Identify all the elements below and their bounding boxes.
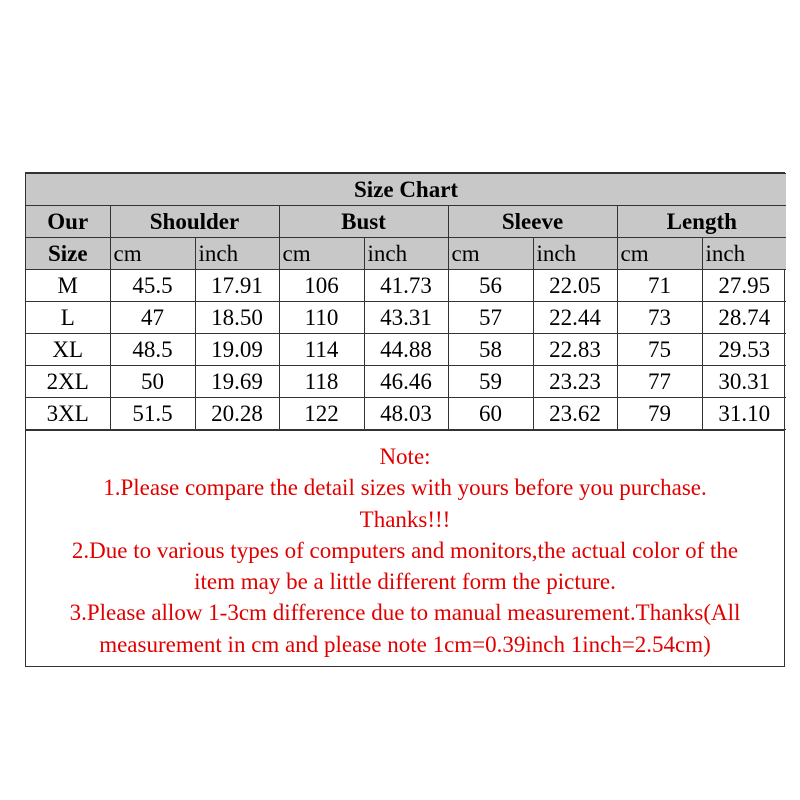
note-line: 2.Due to various types of computers and monitors,the actual color of the xyxy=(71,537,739,563)
note-line: Thanks!!! xyxy=(359,506,451,532)
size-table xyxy=(26,173,786,430)
bust-header: Bust xyxy=(279,206,448,238)
bust-cm-cell: 118 xyxy=(279,366,364,398)
sleeve-cm-cell: 59 xyxy=(448,366,533,398)
sleeve-inch-cell: 22.44 xyxy=(533,302,617,334)
length-inch-cell: 27.95 xyxy=(702,270,786,302)
shoulder-inch-cell: 19.69 xyxy=(195,366,279,398)
sleeve-inch-cell: 23.23 xyxy=(533,366,617,398)
length-cm-cell: 75 xyxy=(617,334,702,366)
shoulder-cm-cell: 50 xyxy=(110,366,195,398)
bust-cm-unit: cm xyxy=(279,238,364,270)
note-line: item may be a little different form the picture. xyxy=(194,569,616,595)
table-row xyxy=(26,334,786,366)
length-cm-cell: 79 xyxy=(617,398,702,430)
note-line: 3.Please allow 1-3cm difference due to manual measurement.Thanks(All xyxy=(69,600,741,626)
size-cell: L xyxy=(26,302,110,334)
sleeve-header: Sleeve xyxy=(448,206,617,238)
size-label: Size xyxy=(26,238,110,270)
shoulder-inch-cell: 20.28 xyxy=(195,398,279,430)
size-cell: M xyxy=(26,270,110,302)
shoulder-cm-cell: 47 xyxy=(110,302,195,334)
length-inch-cell: 30.31 xyxy=(702,366,786,398)
size-cell: 3XL xyxy=(26,398,110,430)
table-row xyxy=(26,398,786,430)
shoulder-inch-cell: 19.09 xyxy=(195,334,279,366)
bust-inch-cell: 46.46 xyxy=(364,366,448,398)
shoulder-header: Shoulder xyxy=(110,206,279,238)
title-row xyxy=(26,174,786,206)
sleeve-cm-cell: 57 xyxy=(448,302,533,334)
bust-cm-cell: 106 xyxy=(279,270,364,302)
shoulder-cm-cell: 51.5 xyxy=(110,398,195,430)
bust-cm-cell: 122 xyxy=(279,398,364,430)
length-cm-cell: 71 xyxy=(617,270,702,302)
sleeve-cm-cell: 60 xyxy=(448,398,533,430)
header-row xyxy=(26,206,786,238)
sleeve-cm-cell: 56 xyxy=(448,270,533,302)
sleeve-cm-unit: cm xyxy=(448,238,533,270)
note-line: 1.Please compare the detail sizes with yours before you purchase. xyxy=(103,475,707,501)
bust-inch-cell: 43.31 xyxy=(364,302,448,334)
bust-inch-unit: inch xyxy=(364,238,448,270)
shoulder-inch-cell: 17.91 xyxy=(195,270,279,302)
length-inch-unit: inch xyxy=(702,238,786,270)
length-inch-cell: 31.10 xyxy=(702,398,786,430)
shoulder-cm-unit: cm xyxy=(110,238,195,270)
sleeve-cm-cell: 58 xyxy=(448,334,533,366)
length-header: Length xyxy=(617,206,786,238)
shoulder-inch-cell: 18.50 xyxy=(195,302,279,334)
bust-cm-cell: 114 xyxy=(279,334,364,366)
bust-inch-cell: 44.88 xyxy=(364,334,448,366)
bust-inch-cell: 48.03 xyxy=(364,398,448,430)
table-row xyxy=(26,302,786,334)
sleeve-inch-unit: inch xyxy=(533,238,617,270)
length-inch-cell: 29.53 xyxy=(702,334,786,366)
sleeve-inch-cell: 22.05 xyxy=(533,270,617,302)
length-cm-cell: 73 xyxy=(617,302,702,334)
length-cm-cell: 77 xyxy=(617,366,702,398)
notes-section xyxy=(26,430,784,666)
table-row xyxy=(26,270,786,302)
note-heading: Note: xyxy=(379,444,431,469)
shoulder-cm-cell: 48.5 xyxy=(110,334,195,366)
bust-inch-cell: 41.73 xyxy=(364,270,448,302)
length-cm-unit: cm xyxy=(617,238,702,270)
sleeve-inch-cell: 22.83 xyxy=(533,334,617,366)
note-line: measurement in cm and please note 1cm=0.39inch 1inch=2.54cm) xyxy=(99,631,711,657)
table-row xyxy=(26,366,786,398)
size-cell: XL xyxy=(26,334,110,366)
unit-row xyxy=(26,238,786,270)
shoulder-inch-unit: inch xyxy=(195,238,279,270)
size-chart xyxy=(25,172,785,667)
chart-title: Size Chart xyxy=(26,174,786,206)
shoulder-cm-cell: 45.5 xyxy=(110,270,195,302)
length-inch-cell: 28.74 xyxy=(702,302,786,334)
sleeve-inch-cell: 23.62 xyxy=(533,398,617,430)
bust-cm-cell: 110 xyxy=(279,302,364,334)
size-cell: 2XL xyxy=(26,366,110,398)
our-label: Our xyxy=(26,206,110,238)
